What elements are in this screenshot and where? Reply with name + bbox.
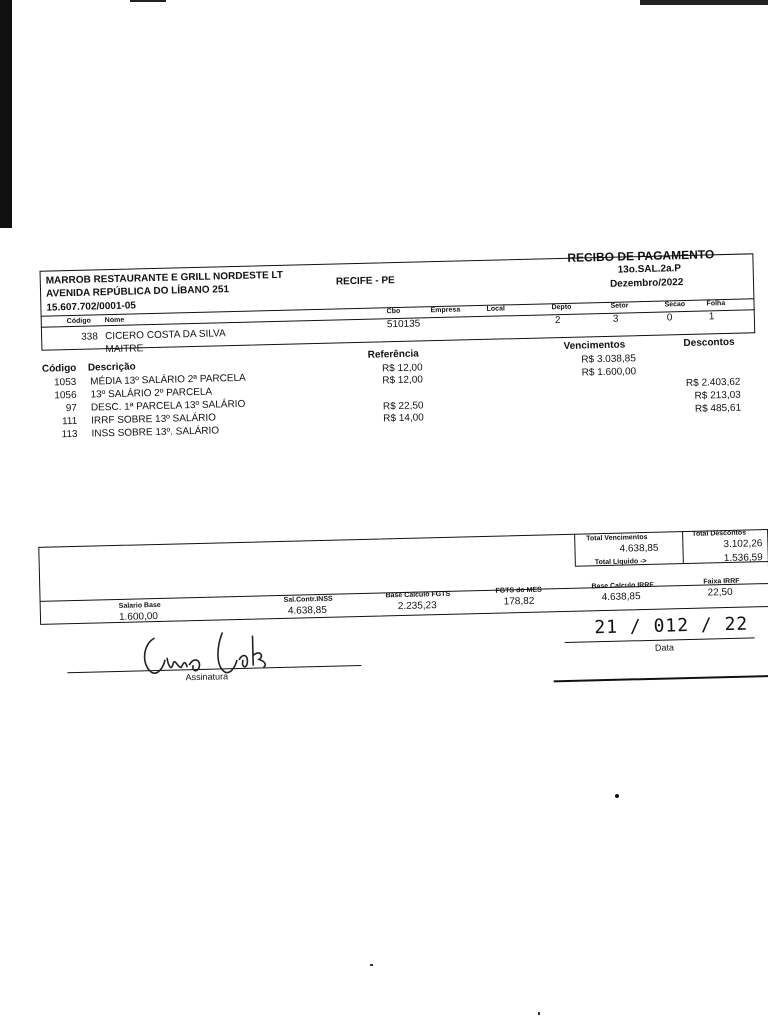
- base-fgts-value: 2.235,23: [397, 600, 437, 613]
- item-vencimento: R$ 1.600,00: [581, 366, 637, 379]
- fgts-mes-label: FGTS do MES: [495, 586, 542, 595]
- salario-base-label: Salario Base: [118, 601, 161, 610]
- item-reference: R$ 12,00: [382, 374, 424, 387]
- item-code: 1053: [53, 376, 77, 389]
- employee-setor: 3: [612, 313, 619, 325]
- faixa-irrf-label: Faixa IRRF: [703, 577, 740, 586]
- label-nome: Nome: [104, 316, 125, 325]
- item-vencimento: [558, 380, 636, 382]
- item-vencimento: [559, 393, 637, 395]
- company-cnpj: 15.607.702/0001-05: [46, 300, 137, 314]
- scan-speckle: [370, 964, 373, 966]
- item-code: 113: [61, 428, 78, 441]
- scan-edge-mark: [130, 0, 166, 2]
- item-code: 97: [65, 402, 78, 415]
- item-code: 111: [61, 415, 78, 428]
- base-irrf-label: Base Calculo IRRF: [591, 581, 654, 591]
- item-description: DESC. 1ª PARCELA 13º SALÁRIO: [90, 398, 246, 414]
- item-desconto: R$ 213,03: [694, 389, 741, 402]
- company-address: AVENIDA REPÚBLICA DO LÍBANO 251: [45, 284, 230, 300]
- employee-role: MAITRE: [105, 343, 144, 356]
- item-desconto: [658, 352, 740, 354]
- total-descontos-value: 3.102,26: [723, 538, 763, 551]
- receipt-title: RECIBO DE PAGAMENTO: [567, 247, 715, 265]
- total-vencimentos-value: 4.638,85: [619, 542, 659, 555]
- item-reference: R$ 14,00: [383, 412, 424, 425]
- salario-base-value: 1.600,00: [118, 610, 159, 623]
- scan-speckle: [538, 1012, 540, 1015]
- item-desconto: R$ 2.403,62: [685, 376, 741, 389]
- label-local: Local: [486, 305, 505, 313]
- base-fgts-label: Base Calculo FGTS: [385, 590, 451, 600]
- bottom-rule: [554, 675, 768, 682]
- label-secao: Secao: [664, 300, 686, 309]
- employee-secao: 0: [666, 312, 673, 324]
- faixa-irrf-value: 22,50: [707, 586, 733, 599]
- item-code: 1056: [54, 389, 77, 402]
- base-irrf-value: 4.638,85: [601, 591, 641, 604]
- date-label: Data: [654, 642, 675, 653]
- item-description: INSS SOBRE 13º. SALÁRIO: [91, 425, 220, 440]
- receipt-period: Dezembro/2022: [609, 277, 684, 290]
- signature-label: Assinatura: [185, 671, 229, 683]
- label-codigo: Código: [66, 317, 91, 326]
- company-city: RECIFE - PE: [335, 275, 395, 288]
- item-reference: R$ 12,00: [381, 362, 423, 375]
- employee-code: 338: [81, 331, 98, 343]
- scan-speckle: [615, 794, 619, 798]
- label-empresa: Empresa: [430, 306, 461, 315]
- employee-depto: 2: [554, 315, 561, 327]
- employee-name: CICERO COSTA DA SILVA: [105, 328, 226, 343]
- items-col-referencia: Referência: [367, 348, 419, 361]
- label-cbo: Cbo: [386, 307, 401, 316]
- company-name: MARROB RESTAURANTE E GRILL NORDESTE LT: [45, 269, 284, 287]
- items-col-descricao: Descrição: [87, 361, 136, 374]
- sal-contr-inss-label: Sal.Contr.INSS: [283, 595, 333, 604]
- total-liquido-value: 1.536,59: [723, 552, 763, 565]
- item-description: IRRF SOBRE 13º SALÁRIO: [91, 412, 217, 427]
- fgts-mes-value: 178,82: [503, 595, 535, 608]
- label-folha: Folha: [706, 300, 726, 308]
- total-liquido-label: Total Líquido ->: [594, 558, 647, 567]
- item-desconto: [658, 365, 740, 367]
- items-col-vencimentos: Vencimentos: [563, 339, 626, 352]
- item-vencimento: R$ 3.038,85: [581, 353, 636, 366]
- handwritten-date: 21 / 012 / 22: [594, 613, 749, 639]
- total-descontos-label: Total Descontos: [692, 529, 747, 538]
- item-desconto: R$ 485,61: [694, 402, 742, 415]
- sal-contr-inss-value: 4.638,85: [287, 604, 327, 617]
- item-description: 13º SALÁRIO 2º PARCELA: [90, 386, 213, 401]
- receipt-type: 13o.SAL.2a.P: [617, 263, 682, 276]
- items-col-descontos: Descontos: [683, 336, 735, 350]
- total-vencimentos-label: Total Vencimentos: [586, 533, 648, 543]
- label-setor: Setor: [610, 302, 629, 310]
- item-reference: R$ 22,50: [382, 400, 424, 413]
- employee-folha: 1: [708, 311, 715, 323]
- item-vencimento: [559, 406, 637, 408]
- label-depto: Depto: [551, 303, 572, 312]
- items-col-codigo: Código: [41, 362, 77, 375]
- employee-cbo: 510135: [386, 318, 421, 331]
- item-description: MÉDIA 13º SALÁRIO 2ª PARCELA: [90, 372, 246, 388]
- handwritten-signature: [134, 625, 275, 678]
